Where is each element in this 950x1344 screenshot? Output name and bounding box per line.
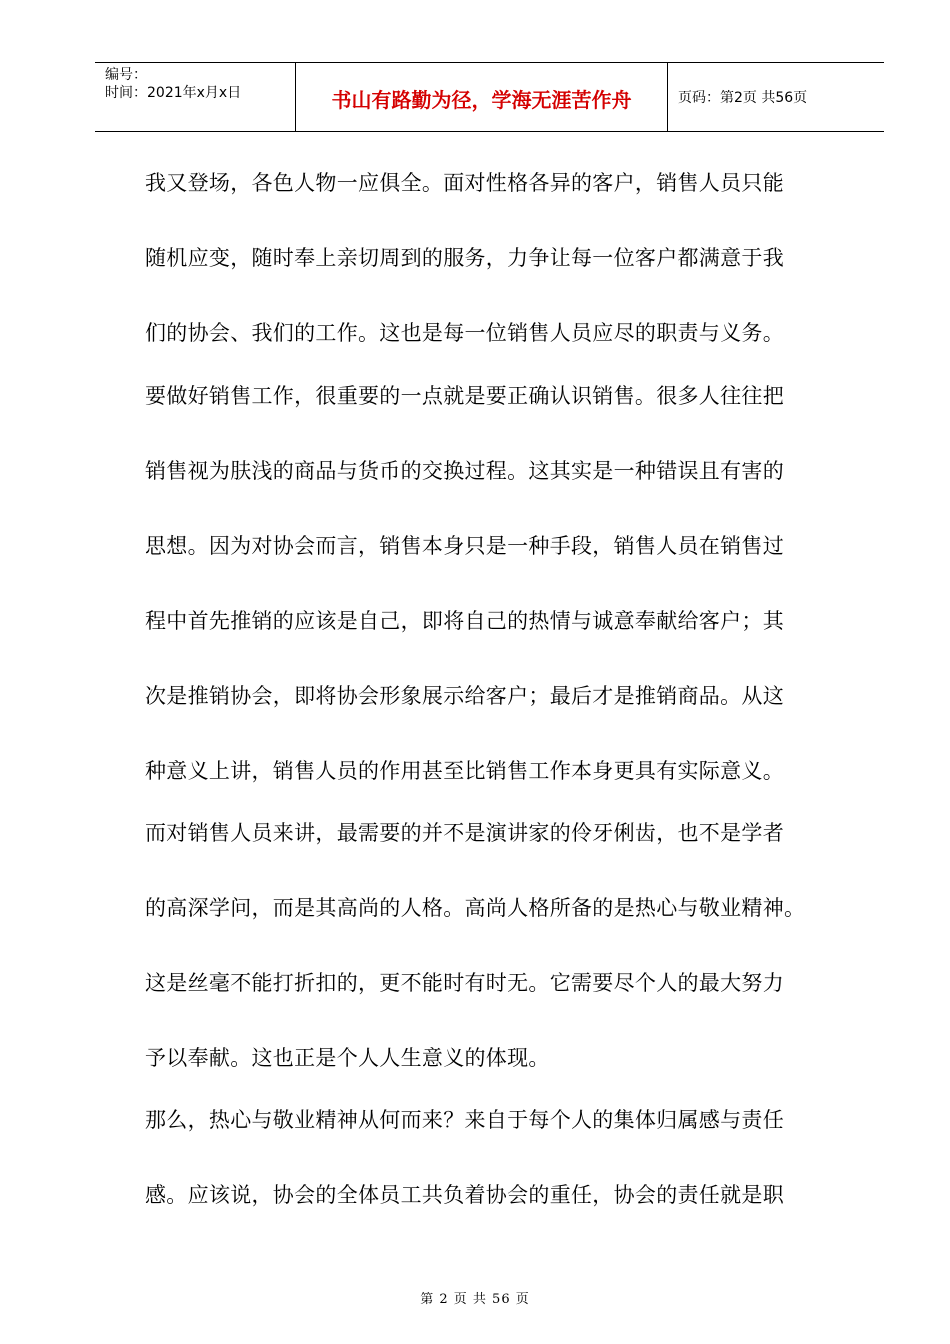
- header-page-cell: [668, 63, 884, 131]
- body-text-line: 而对销售人员来讲，最需要的并不是演讲家的伶牙俐齿，也不是学者: [145, 821, 784, 845]
- body-text-line: 予以奉献。这也正是个人人生意义的体现。: [145, 1046, 550, 1070]
- page-footer: 第 2 页 共 56 页: [420, 1292, 530, 1307]
- document-header: [95, 62, 884, 132]
- document-time-label: 时间：2021年x月x日: [105, 85, 242, 101]
- header-page-number: 页码：第2页 共56页: [678, 90, 808, 106]
- body-text-line: 销售视为肤浅的商品与货币的交换过程。这其实是一种错误且有害的: [145, 459, 784, 483]
- body-text-line: 这是丝毫不能打折扣的，更不能时有时无。它需要尽个人的最大努力: [145, 971, 784, 995]
- body-text-line: 思想。因为对协会而言，销售本身只是一种手段，销售人员在销售过: [145, 534, 784, 558]
- body-text-line: 种意义上讲，销售人员的作用甚至比销售工作本身更具有实际意义。: [145, 759, 784, 783]
- document-number-label: 编号：: [105, 67, 147, 83]
- header-motto: 书山有路勤为径，学海无涯苦作舟: [331, 88, 632, 112]
- body-text-line: 那么，热心与敬业精神从何而来？来自于每个人的集体归属感与责任: [145, 1108, 784, 1132]
- header-motto-cell: [296, 63, 668, 131]
- body-text-line: 程中首先推销的应该是自己，即将自己的热情与诚意奉献给客户；其: [145, 609, 784, 633]
- body-text-line: 感。应该说，协会的全体员工共负着协会的重任，协会的责任就是职: [145, 1183, 784, 1207]
- body-text-line: 要做好销售工作，很重要的一点就是要正确认识销售。很多人往往把: [145, 384, 784, 408]
- body-text-line: 的高深学问，而是其高尚的人格。高尚人格所备的是热心与敬业精神。: [145, 896, 806, 920]
- body-text-line: 随机应变，随时奉上亲切周到的服务，力争让每一位客户都满意于我: [145, 246, 784, 270]
- header-info-cell: [95, 63, 296, 131]
- body-text-line: 次是推销协会，即将协会形象展示给客户；最后才是推销商品。从这: [145, 684, 784, 708]
- body-text-line: 我又登场，各色人物一应俱全。面对性格各异的客户，销售人员只能: [145, 171, 784, 195]
- body-text-line: 们的协会、我们的工作。这也是每一位销售人员应尽的职责与义务。: [145, 321, 784, 345]
